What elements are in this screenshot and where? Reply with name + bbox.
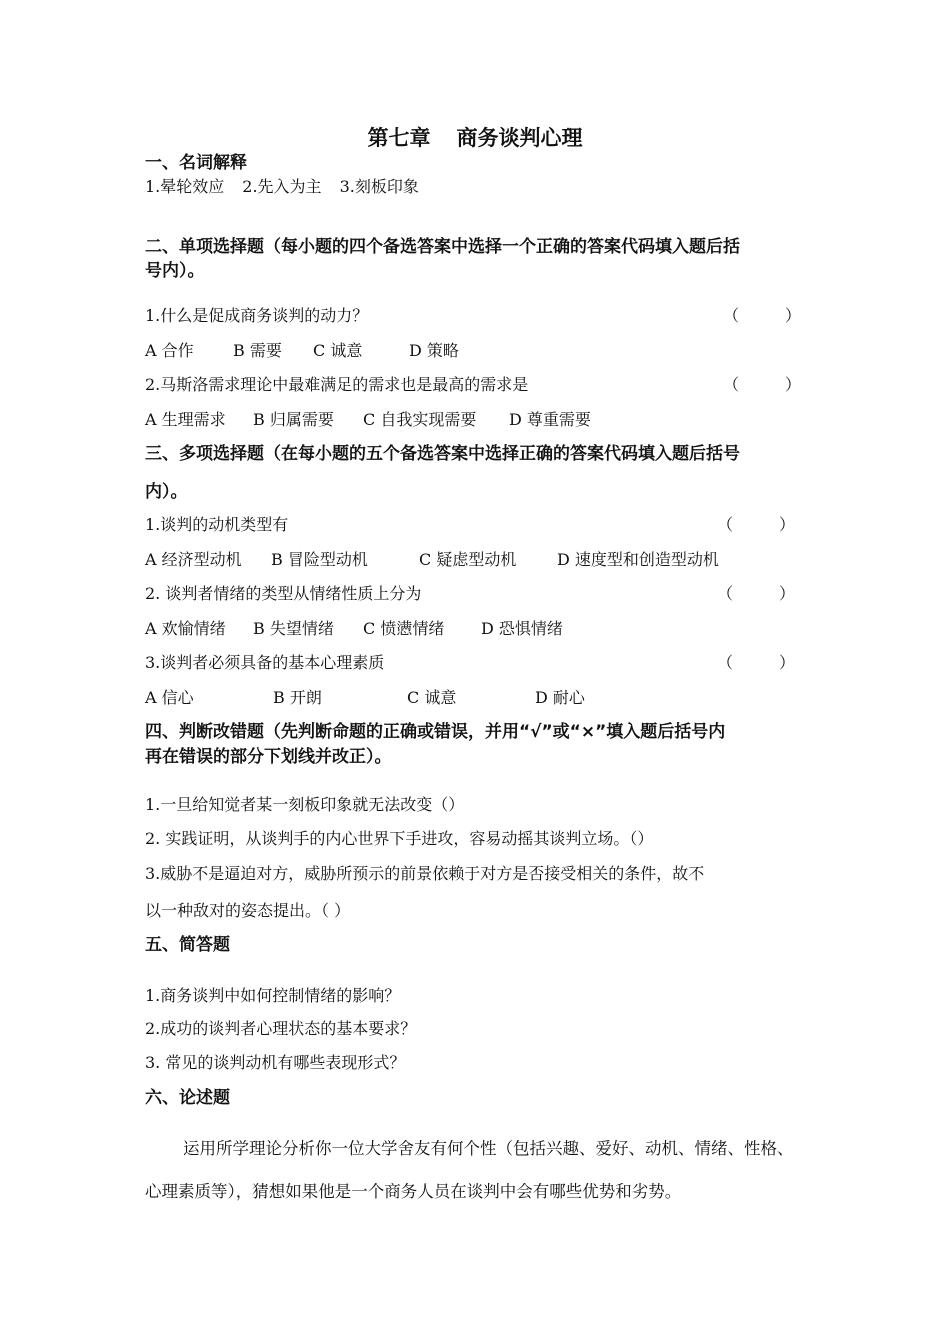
- section-2-heading-line2: 号内）。: [145, 261, 205, 281]
- option-a: A 生理需求: [145, 410, 226, 429]
- option-b: B 冒险型动机: [271, 550, 368, 569]
- option-a: A 信心: [145, 688, 194, 707]
- answer-bracket: [723, 303, 801, 329]
- section-3-heading-line2: 内）。: [145, 482, 188, 502]
- option-c: C 愤懑情绪: [363, 619, 445, 638]
- section-3-heading-line1: 三、多项选择题（在每小题的五个备选答案中选择正确的答案代码填入题后括号: [145, 444, 740, 464]
- s3-q3-options: [145, 685, 585, 711]
- essay-prompt: 运用所学理论分析你一位大学舍友有何个性（包括兴趣、爱好、动机、情绪、性格、心理素质等），猜想如果他是一个商务人员在谈判中会有哪些优势和劣势。: [145, 1139, 794, 1201]
- bracket-close: ）: [785, 306, 802, 325]
- option-d: D 恐惧情绪: [481, 619, 563, 638]
- bracket-close: ）: [779, 515, 796, 534]
- option-c: C 自我实现需要: [363, 410, 477, 429]
- s2-q2-options: [145, 407, 591, 433]
- option-a: A 合作: [145, 341, 194, 360]
- title-chapter: 第七章: [367, 126, 431, 150]
- section-4-heading-line2: 再在错误的部分下划线并改正）。: [145, 747, 392, 767]
- term-list: [145, 174, 419, 200]
- s2-question-2: 2.马斯洛需求理论中最难满足的需求也是最高的需求是: [145, 375, 529, 394]
- term-3: 3.刻板印象: [339, 177, 419, 196]
- section-4-heading-line1: 四、判断改错题（先判断命题的正确或错误，并用“√”或“×”填入题后括号内: [145, 722, 726, 742]
- option-c: C 诚意: [407, 688, 457, 707]
- s5-question-3: 3. 常见的谈判动机有哪些表现形式？: [145, 1053, 406, 1072]
- bracket-open: （: [717, 653, 734, 672]
- answer-bracket: [717, 581, 795, 607]
- option-d: D 耐心: [535, 688, 585, 707]
- option-c: C 疑虑型动机: [419, 550, 517, 569]
- title-subject: 商务谈判心理: [456, 126, 583, 150]
- s4-statement-2: 2. 实践证明，从谈判手的内心世界下手进攻，容易动摇其谈判立场。（）: [145, 829, 654, 848]
- s5-question-1: 1.商务谈判中如何控制情绪的影响？: [145, 986, 401, 1005]
- s5-question-2: 2.成功的谈判者心理状态的基本要求？: [145, 1019, 417, 1038]
- answer-bracket: [723, 372, 801, 398]
- s3-q2-options: [145, 616, 563, 642]
- answer-bracket: [717, 512, 795, 538]
- section-1-heading: 一、名词解释: [145, 153, 247, 173]
- option-d: D 尊重需要: [509, 410, 591, 429]
- s4-statement-3-line2: 以一种敌对的姿态提出。（ ）: [145, 901, 351, 920]
- option-b: B 失望情绪: [253, 619, 334, 638]
- s3-question-2: 2. 谈判者情绪的类型从情绪性质上分为: [145, 584, 422, 603]
- option-c: C 诚意: [313, 341, 363, 360]
- page-title: [0, 122, 950, 152]
- option-d: D 策略: [409, 341, 459, 360]
- section-2-heading-line1: 二、单项选择题（每小题的四个备选答案中选择一个正确的答案代码填入题后括: [145, 237, 740, 257]
- term-2: 2.先入为主: [242, 177, 322, 196]
- option-b: B 归属需要: [253, 410, 334, 429]
- section-5-heading: 五、简答题: [145, 935, 230, 955]
- s3-question-3: 3.谈判者必须具备的基本心理素质: [145, 653, 385, 672]
- bracket-open: （: [717, 515, 734, 534]
- bracket-open: （: [717, 584, 734, 603]
- bracket-open: （: [723, 375, 740, 394]
- bracket-close: ）: [779, 584, 796, 603]
- s2-q1-options: [145, 338, 459, 364]
- s3-q1-options: [145, 547, 719, 573]
- option-d: D 速度型和创造型动机: [557, 550, 719, 569]
- option-a: A 欢愉情绪: [145, 619, 226, 638]
- s3-question-1: 1.谈判的动机类型有: [145, 515, 289, 534]
- term-1: 1.晕轮效应: [145, 177, 225, 196]
- option-b: B 需要: [233, 341, 282, 360]
- s4-statement-1: 1.一旦给知觉者某一刻板印象就无法改变（）: [145, 795, 465, 814]
- s2-question-1: 1.什么是促成商务谈判的动力？: [145, 306, 369, 325]
- option-a: A 经济型动机: [145, 550, 242, 569]
- answer-bracket: [717, 650, 795, 676]
- bracket-close: ）: [785, 375, 802, 394]
- option-b: B 开朗: [273, 688, 322, 707]
- section-6-heading: 六、论述题: [145, 1088, 230, 1108]
- bracket-close: ）: [779, 653, 796, 672]
- bracket-open: （: [723, 306, 740, 325]
- s4-statement-3-line1: 3.威胁不是逼迫对方，威胁所预示的前景依赖于对方是否接受相关的条件，故不: [145, 864, 705, 883]
